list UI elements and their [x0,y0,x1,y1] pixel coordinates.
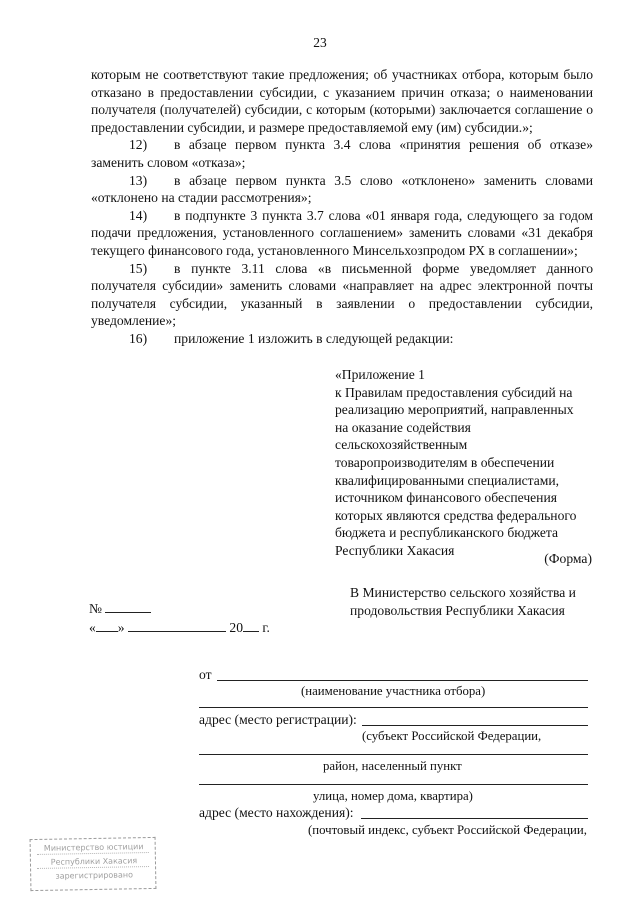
date-open-quote: « [89,620,96,635]
subject-caption: (субъект Российской Федерации, [362,729,542,743]
item-label: 15) [129,260,148,276]
appendix-line: сельскохозяйственным [335,437,468,453]
addressee-line: В Министерство сельского хозяйства и [350,585,576,600]
appendix-line: к Правилам предоставления субсидий на [335,384,573,400]
reg-address-line[interactable] [362,725,588,726]
item-text: в пункте 3.11 слова «в письменной форме уведомляет данного получателя субсидии» заменить словами «направляет на адрес электронной почты получателя субсидии, указанный в заявлении о предоставлении субсидии, уведомление»; [91,260,593,329]
list-item [91,260,593,330]
year-blank [243,619,259,632]
street-line[interactable] [199,784,588,785]
document-number [89,600,151,617]
location-address-line[interactable] [361,818,588,819]
appendix-line: реализацию мероприятий, направленных [335,402,574,418]
postal-caption: (почтовый индекс, субъект Российской Федерации, [308,823,587,837]
year-prefix: 20 [229,620,243,635]
participant-line-2[interactable] [199,707,588,708]
document-date [89,619,270,636]
appendix-line: на оказание содействия [335,419,471,435]
form-label: (Форма) [544,551,592,566]
date-close-quote: » [117,620,125,635]
item-text: приложение 1 изложить в следующей редакции: [174,330,454,346]
list-item [91,330,593,348]
stamp-text: Министерство юстиции [43,842,144,853]
appendix-line: Республики Хакасия [335,542,455,558]
list-item [91,136,593,171]
item-text: в абзаце первом пункта 3.5 слово «отклонено» заменить словами «отклонено на стадии рассмотрения»; [91,172,593,206]
page-number: 23 [313,35,327,50]
item-text: в подпункте 3 пункта 3.7 слова «01 января года, следующего за годом подачи предложения, установленного соглашением» заменить словами «31 декабря текущего финансового года, установленного Минсельхозпродом РХ в соглашении»; [91,207,593,258]
addressee-line: продовольствия Республики Хакасия [350,602,565,618]
item-label: 12) [129,137,148,153]
number-label: № [89,601,102,616]
stamp-text: Республики Хакасия [50,856,138,867]
list-item [91,207,593,260]
item-text: в абзаце первом пункта 3.4 слова «принятия решения об отказе» заменить словом «отказа»; [91,137,593,170]
participant-caption: (наименование участника отбора) [301,684,486,698]
appendix-line: бюджета и республиканского бюджета [335,525,559,541]
participant-line[interactable] [217,680,588,681]
district-caption: район, населенный пункт [323,759,462,773]
reg-address-label: адрес (место регистрации): [199,712,357,727]
amendment-text [91,66,593,348]
appendix-line: квалифицированными специалистами, [335,472,560,488]
appendix-line: которых являются средства федерального [335,507,577,523]
street-caption: улица, номер дома, квартира) [313,789,473,803]
item-label: 16) [129,330,148,346]
appendix-line: источником финансового обеспечения [335,490,557,506]
addressee [350,584,600,619]
location-address-label: адрес (место нахождения): [199,805,354,820]
item-label: 13) [129,172,148,188]
registration-stamp [30,837,157,891]
intro-paragraph: которым не соответствуют такие предложения; об участниках отбора, которым было отказано в предоставлении субсидии, с указанием причин отказа; о наименовании получателя (получателей) субсидии, с которым (которыми) заключается соглашение о предоставлении субсидии, и размере предоставляемой ему (им) субсидии.»; [91,67,593,135]
month-blank [128,619,226,632]
appendix-title: «Приложение 1 [335,367,425,382]
number-blank [105,600,151,613]
district-line[interactable] [199,754,588,755]
item-label: 14) [129,207,148,223]
from-label: от [199,667,212,682]
appendix-header [335,366,595,560]
day-blank [96,619,118,632]
appendix-line: товаропроизводителям в обеспечении [335,454,555,470]
list-item [91,172,593,207]
year-suffix: г. [262,620,270,635]
stamp-text: зарегистрировано [55,870,134,881]
